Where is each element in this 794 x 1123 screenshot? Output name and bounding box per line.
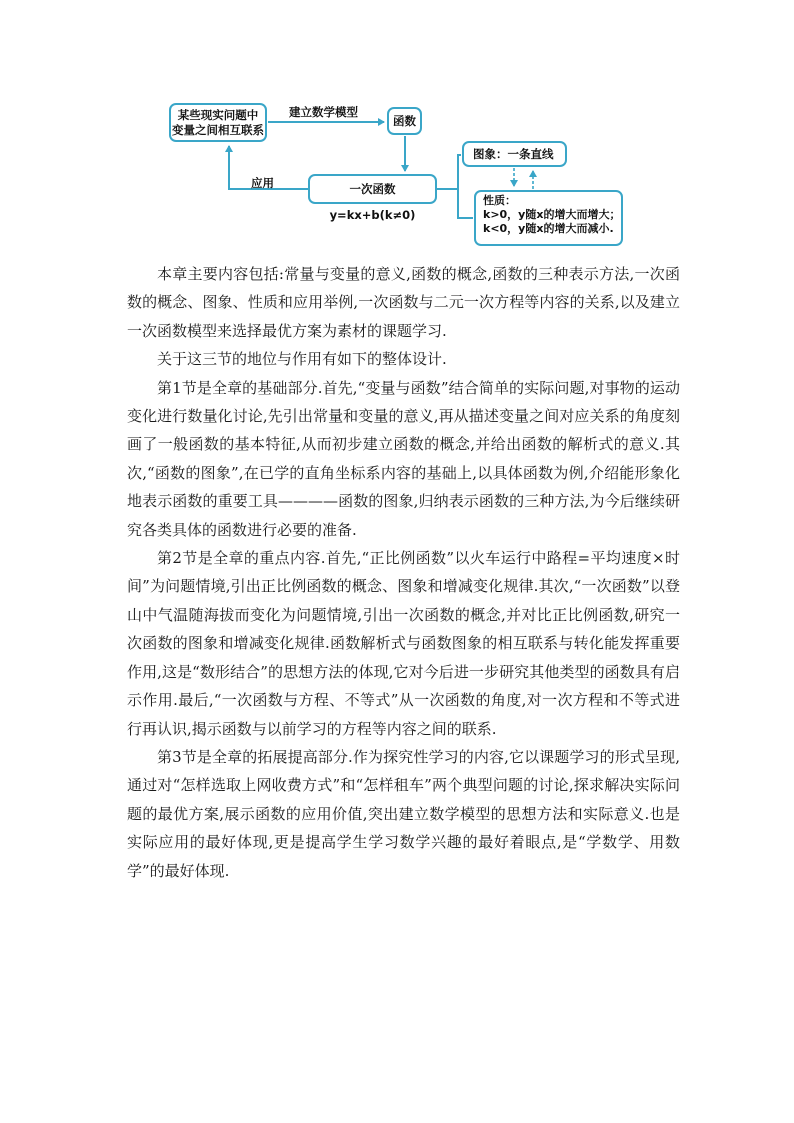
real-problem-line-1: 某些现实问题中 <box>177 108 259 122</box>
property-positive: k>0，y随x的增大而增大； <box>483 208 621 221</box>
bracket-connector <box>437 155 461 189</box>
properties-box <box>474 190 623 246</box>
paragraph-section-2: 第2节是全章的重点内容.首先,“正比例函数”以火车运行中路程=平均速度×时间”为问题情境,引出正比例函数的概念、图象和增减变化规律.其次,“一次函数”以登山中气温随海拔而变化为问题情境,引出一次函数的概念,并对比正比例函数,研究一次函数的图象和增减变化规律.函数解析式与函数图象的相互联系与转化能发挥重要作用,这是“数形结合”的思想方法的体现,它对今后进一步研究其他类型的函数具有启示作用.最后,“一次函数与方程、不等式”从一次函数的角度,对一次方程和不等式进行再认识,揭示函数与以前学习的方程等内容之间的联系. <box>127 549 680 738</box>
real-problem-box <box>169 103 267 142</box>
paragraph-design-intro: 关于这三节的地位与作用有如下的整体设计. <box>157 350 447 369</box>
apply-label: 应用 <box>251 176 274 190</box>
function-box: 函数 <box>387 107 422 135</box>
property-negative: k<0，y随x的增大而减小. <box>483 222 614 235</box>
paragraph-overview: 本章主要内容包括:常量与变量的意义,函数的概念,函数的三种表示方法,一次函数的概念、图象、性质和应用举例,一次函数与二元一次方程等内容的关系,以及建立一次函数模型来选择最优方案为素材的课题学习. <box>127 265 680 340</box>
paragraph-section-1: 第1节是全章的基础部分.首先,“变量与函数”结合简单的实际问题,对事物的运动变化进行数量化讨论,先引出常量和变量的意义,再从描述变量之间对应关系的角度刻画了一般函数的基本特征,从而初步建立函数的概念,并给出函数的解析式的意义.其次,“函数的图象”,在已学的直角坐标系内容的基础上,以具体函数为例,介绍能形象化地表示函数的重要工具————函数的图象,归纳表示函数的三种方法,为今后继续研究各类具体的函数进行必要的准备. <box>127 378 680 539</box>
concept-diagram <box>0 0 794 260</box>
linear-function-box: 一次函数y=kx+b(k≠0) <box>308 174 437 204</box>
graph-box: 图象：一条直线 <box>462 141 567 167</box>
paragraph-section-3: 第3节是全章的拓展提高部分.作为探究性学习的内容,它以课题学习的形式呈现,通过对“怎样选取上网收费方式”和“怎样租车”两个典型问题的讨论,探求解决实际问题的最优方案,展示函数的应用价值,突出建立数学模型的思想方法和实际意义.也是实际应用的最好体现,更是提高学生学习数学兴趣的最好着眼点,是“学数学、用数学”的最好体现. <box>127 747 680 880</box>
build-model-label: 建立数学模型 <box>289 105 358 119</box>
bracket-connector-lower <box>458 189 473 218</box>
properties-title: 性质： <box>483 194 516 207</box>
chapter-description <box>127 260 680 885</box>
real-problem-line-2: 变量之间相互联系 <box>172 123 264 137</box>
